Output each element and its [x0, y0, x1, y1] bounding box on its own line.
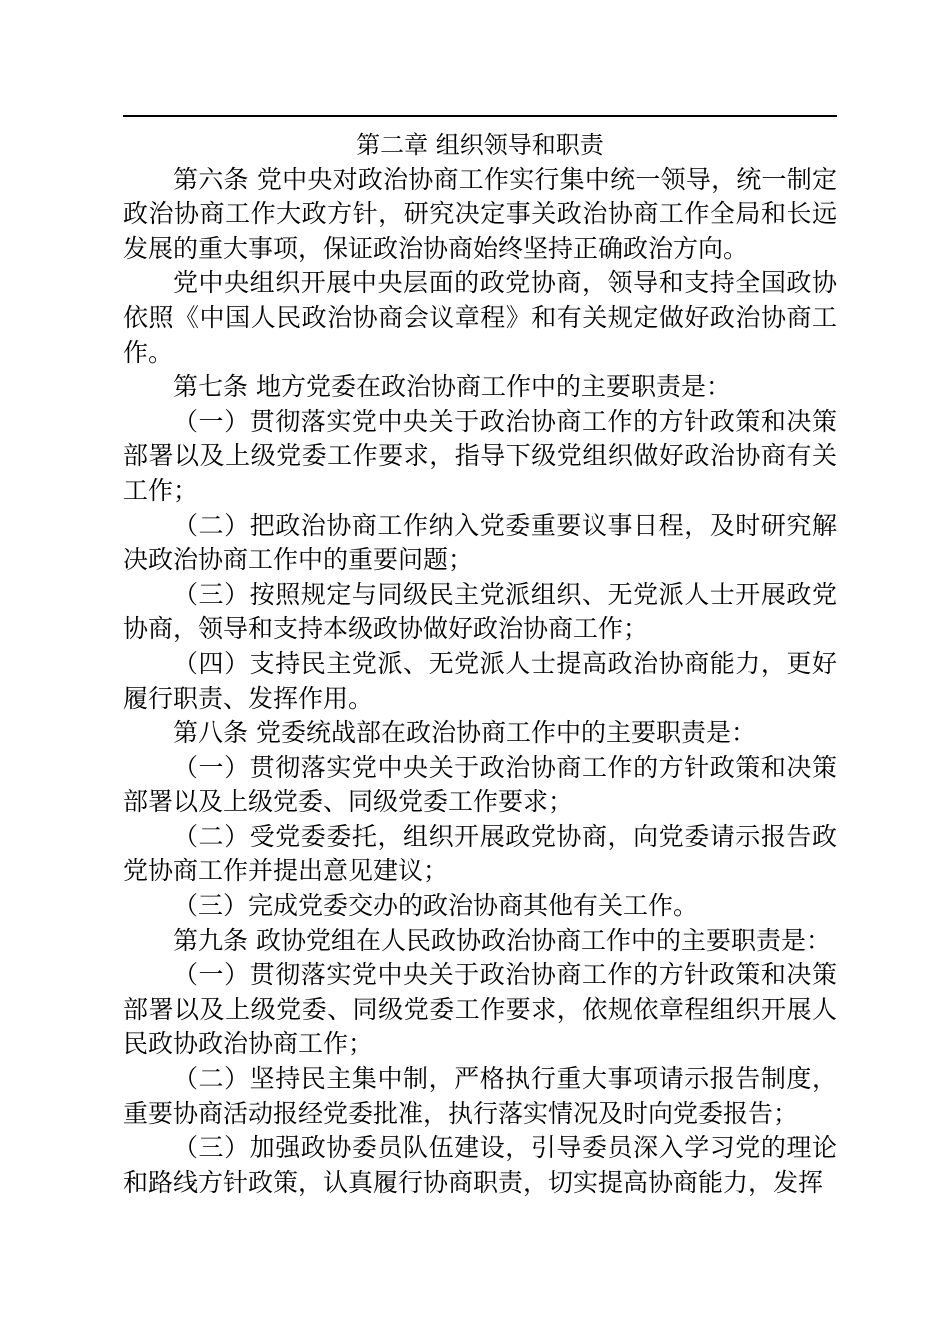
- paragraph-article-7-item-1: （一）贯彻落实党中央关于政治协商工作的方针政策和决策部署以及上级党委工作要求，指导下级党组织做好政治协商有关工作；: [123, 406, 837, 505]
- paragraph-article-9-item-2: （二）坚持民主集中制，严格执行重大事项请示报告制度，重要协商活动报经党委批准，执行落实情况及时向党委报告；: [123, 1064, 837, 1128]
- paragraph-article-7-item-2: （二）把政治协商工作纳入党委重要议事日程，及时研究解决政治协商工作中的重要问题；: [123, 510, 837, 575]
- paragraph-article-8-item-1: （一）贯彻落实党中央关于政治协商工作的方针政策和决策部署以及上级党委、同级党委工作要求；: [123, 752, 837, 817]
- paragraph-article-6: 第六条 党中央对政治协商工作实行集中统一领导，统一制定政治协商工作大政方针，研究决定事关政治协商工作全局和长远发展的重大事项，保证政治协商始终坚持正确政治方向。: [123, 164, 837, 263]
- paragraph-article-7: 第七条 地方党委在政治协商工作中的主要职责是：: [173, 372, 731, 402]
- paragraph-article-7-item-4: （四）支持民主党派、无党派人士提高政治协商能力，更好履行职责、发挥作用。: [123, 648, 837, 713]
- paragraph-article-8-item-2: （二）受党委委托，组织开展政党协商，向党委请示报告政党协商工作并提出意见建议；: [123, 821, 837, 886]
- chapter-title: 第二章 组织领导和职责: [356, 131, 604, 159]
- top-divider-line: [123, 115, 837, 117]
- paragraph-article-6-cont: 党中央组织开展中央层面的政党协商，领导和支持全国政协依照《中国人民政治协商会议章程》和有关规定做好政治协商工作。: [123, 268, 837, 367]
- document-body: [123, 128, 837, 1200]
- paragraph-article-8: 第八条 党委统战部在政治协商工作中的主要职责是：: [173, 718, 756, 748]
- paragraph-article-9-item-1: （一）贯彻落实党中央关于政治协商工作的方针政策和决策部署以及上级党委、同级党委工作要求，依规依章程组织开展人民政协政治协商工作；: [123, 960, 837, 1059]
- paragraph-article-9-item-3: （三）加强政协委员队伍建设，引导委员深入学习党的理论和路线方针政策，认真履行协商职责，切实提高协商能力，发挥: [123, 1133, 837, 1197]
- paragraph-article-9: 第九条 政协党组在人民政协政治协商工作中的主要职责是：: [173, 925, 831, 955]
- paragraph-article-7-item-3: （三）按照规定与同级民主党派组织、无党派人士开展政党协商，领导和支持本级政协做好政治协商工作；: [123, 579, 837, 644]
- paragraph-article-8-item-3: （三）完成党委交办的政治协商其他有关工作。: [173, 891, 699, 921]
